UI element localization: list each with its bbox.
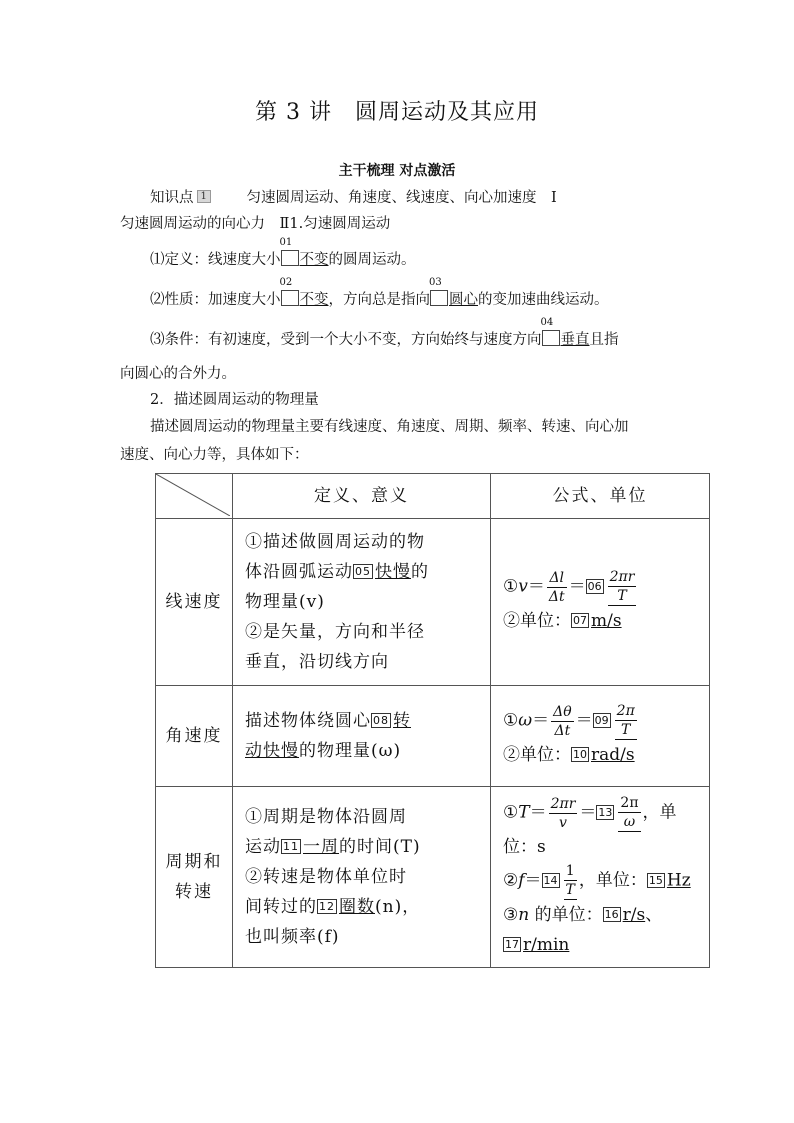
property-text: ⑵性质：加速度大小 xyxy=(150,292,281,308)
blank-box-04 xyxy=(540,317,560,346)
text: 的物理量(ω) xyxy=(299,741,402,761)
formula-line xyxy=(503,862,697,900)
equals: ＝ xyxy=(579,802,597,823)
text: ②单位： xyxy=(503,745,571,765)
answer-10: rad/s xyxy=(591,745,635,765)
condition-item xyxy=(150,317,619,350)
numerator: 2π xyxy=(620,795,639,811)
formula-line xyxy=(503,794,697,862)
table-row xyxy=(156,519,710,686)
numerator: 2πr xyxy=(550,795,576,812)
table-header-formula: 公式、单位 xyxy=(491,474,710,519)
property-text-mid: ，方向总是指向 xyxy=(328,292,430,308)
answer-05: 快慢 xyxy=(375,562,411,582)
definition-line xyxy=(245,557,478,587)
variable: f xyxy=(518,870,525,891)
table-row xyxy=(156,787,710,968)
angular-velocity-definition xyxy=(233,686,491,787)
blank-number-05: 05 xyxy=(355,565,371,578)
denominator: Δt xyxy=(554,722,571,739)
numerator: 1 xyxy=(564,862,577,881)
circled-number: ① xyxy=(503,576,519,597)
formula-line xyxy=(503,930,697,960)
row-label-line: 周期和 xyxy=(165,852,223,872)
formula-line xyxy=(503,606,697,636)
answer-06 xyxy=(608,568,637,606)
equals: ＝ xyxy=(575,710,593,731)
equals: ＝ xyxy=(527,576,545,597)
period-definition xyxy=(233,787,491,968)
blank-number-14: 14 xyxy=(543,873,558,887)
knowledge-point-text: 匀速圆周运动、角速度、线速度、向心加速度 Ⅰ xyxy=(246,190,557,206)
property-item xyxy=(150,277,609,310)
row-label-angular-velocity: 角速度 xyxy=(156,686,233,787)
answer-11: 一周 xyxy=(303,837,339,857)
definition-line xyxy=(245,706,478,736)
answer-08-cont: 动快慢 xyxy=(245,741,299,761)
formula-line xyxy=(503,740,697,770)
row-label-linear-velocity: 线速度 xyxy=(156,519,233,686)
answer-17: r/min xyxy=(523,935,570,955)
knowledge-point-tag: 1 xyxy=(197,190,211,203)
variable: v xyxy=(518,576,528,597)
answer-07: m/s xyxy=(591,611,622,631)
answer-01: 不变 xyxy=(299,252,329,268)
formula-line xyxy=(503,568,697,606)
formula-line xyxy=(503,900,697,930)
text: 的 xyxy=(411,562,429,582)
text: ②单位： xyxy=(503,611,571,631)
fraction xyxy=(547,569,567,606)
blank-box-01 xyxy=(279,237,299,266)
subsection-paragraph: 描述圆周运动的物理量主要有线速度、角速度、周期、频率、转速、向心加 xyxy=(150,419,629,435)
angular-velocity-formula xyxy=(491,686,710,787)
knowledge-point-line-2: 匀速圆周运动的向心力 Ⅱ1.匀速圆周运动 xyxy=(120,216,391,232)
denominator: Δt xyxy=(548,588,565,605)
formula-line xyxy=(503,702,697,740)
answer-08: 转 xyxy=(393,711,411,731)
text: 的时间(T) xyxy=(339,837,421,857)
knowledge-point-line xyxy=(150,188,557,208)
subsection-heading: 2．描述圆周运动的物理量 xyxy=(150,392,319,408)
denominator: T xyxy=(565,882,575,898)
definition-line: 物理量(v) xyxy=(245,592,325,612)
blank-box-02 xyxy=(279,277,299,306)
linear-velocity-formula xyxy=(491,519,710,686)
definition-line xyxy=(245,736,478,766)
blank-number: 01 xyxy=(279,237,293,248)
circled-number: ② xyxy=(503,870,519,891)
numerator: 2π xyxy=(616,703,635,719)
row-label-line: 转速 xyxy=(175,882,213,902)
equals: ＝ xyxy=(568,576,586,597)
definition-line: ①周期是物体沿圆周 xyxy=(245,807,407,827)
fraction xyxy=(549,795,578,832)
blank-number-11: 11 xyxy=(283,840,299,853)
numerator: Δl xyxy=(547,569,567,588)
blank-number-07: 07 xyxy=(573,614,587,627)
definition-line: ①描述做圆周运动的物 xyxy=(245,532,425,552)
denominator: v xyxy=(559,814,567,831)
definition-item xyxy=(150,237,416,270)
text: 体沿圆弧运动 xyxy=(245,562,353,582)
blank-number: 02 xyxy=(279,277,293,288)
text: 间转过的 xyxy=(245,897,317,917)
linear-velocity-definition xyxy=(233,519,491,686)
condition-item-line-2: 向圆心的合外力。 xyxy=(120,366,236,382)
row-label-period-speed xyxy=(156,787,233,968)
text: 描述物体绕圆心 xyxy=(245,711,371,731)
variable: T xyxy=(518,802,530,823)
blank-number-16: 16 xyxy=(604,908,619,921)
circled-number: ① xyxy=(503,710,519,731)
blank-number: 03 xyxy=(429,277,442,288)
period-formula xyxy=(491,787,710,968)
text: (n)， xyxy=(375,897,421,917)
answer-03: 圆心 xyxy=(449,292,478,308)
definition-line: 也叫频率(f) xyxy=(245,927,340,947)
equals: ＝ xyxy=(532,710,550,731)
physics-quantity-table xyxy=(155,473,710,968)
subsection-paragraph-2: 速度、向心力等，具体如下： xyxy=(120,447,309,463)
blank-number: 04 xyxy=(540,317,554,328)
answer-04: 垂直 xyxy=(560,332,590,348)
circled-number: ① xyxy=(503,802,519,823)
fraction xyxy=(551,703,574,740)
blank-number-08: 08 xyxy=(373,714,389,727)
definition-line: ②转速是物体单位时 xyxy=(245,867,407,887)
blank-number-06: 06 xyxy=(587,579,602,593)
definition-line xyxy=(245,892,478,922)
equals: ＝ xyxy=(524,870,542,891)
table-header-definition: 定义、意义 xyxy=(233,474,491,519)
section-heading: 主干梳理 对点激活 xyxy=(338,163,456,179)
table-row xyxy=(156,686,710,787)
knowledge-point-prefix: 知识点 xyxy=(150,190,194,206)
answer-09 xyxy=(615,702,637,740)
table-header-row xyxy=(156,474,710,519)
blank-number-12: 12 xyxy=(319,900,335,913)
answer-16: r/s xyxy=(622,905,646,925)
diagonal-divider xyxy=(156,474,230,516)
answer-15: Hz xyxy=(666,870,691,891)
text: 、 xyxy=(645,905,663,925)
blank-number-17: 17 xyxy=(505,938,519,951)
circled-number: ③ xyxy=(503,905,519,925)
definition-line: ②是矢量，方向和半径 xyxy=(245,622,425,642)
variable: n xyxy=(518,905,530,925)
blank-box-03 xyxy=(429,277,448,306)
lesson-title: 第 3 讲 圆周运动及其应用 xyxy=(255,100,539,125)
numerator: Δθ xyxy=(553,703,572,720)
text: ，单位： xyxy=(578,870,647,891)
table-corner-cell xyxy=(156,474,233,519)
variable: ω xyxy=(518,710,533,731)
definition-line: 垂直，沿切线方向 xyxy=(245,652,389,672)
definition-text-end: 的圆周运动。 xyxy=(328,252,416,268)
text: 运动 xyxy=(245,837,281,857)
blank-number-13: 13 xyxy=(598,805,613,819)
answer-14 xyxy=(564,862,577,900)
definition-text: ⑴定义：线速度大小 xyxy=(150,252,281,268)
definition-line xyxy=(245,832,478,862)
denominator: T xyxy=(621,722,631,738)
answer-12: 圈数 xyxy=(339,897,375,917)
text: 的单位： xyxy=(529,905,603,925)
blank-number-10: 10 xyxy=(573,748,587,761)
denominator: T xyxy=(617,588,627,604)
condition-text-end: 且指 xyxy=(589,332,619,348)
condition-text: ⑶条件：有初速度，受到一个大小不变，方向始终与速度方向 xyxy=(150,332,542,348)
blank-number-09: 09 xyxy=(594,713,609,727)
equals: ＝ xyxy=(529,802,547,823)
text: ，单位：s xyxy=(503,802,677,857)
denominator: ω xyxy=(623,814,636,830)
blank-number-15: 15 xyxy=(648,873,663,887)
property-text-end: 的变加速曲线运动。 xyxy=(478,292,609,308)
answer-13 xyxy=(618,794,640,832)
numerator: 2πr xyxy=(609,569,635,585)
answer-02: 不变 xyxy=(299,292,329,308)
